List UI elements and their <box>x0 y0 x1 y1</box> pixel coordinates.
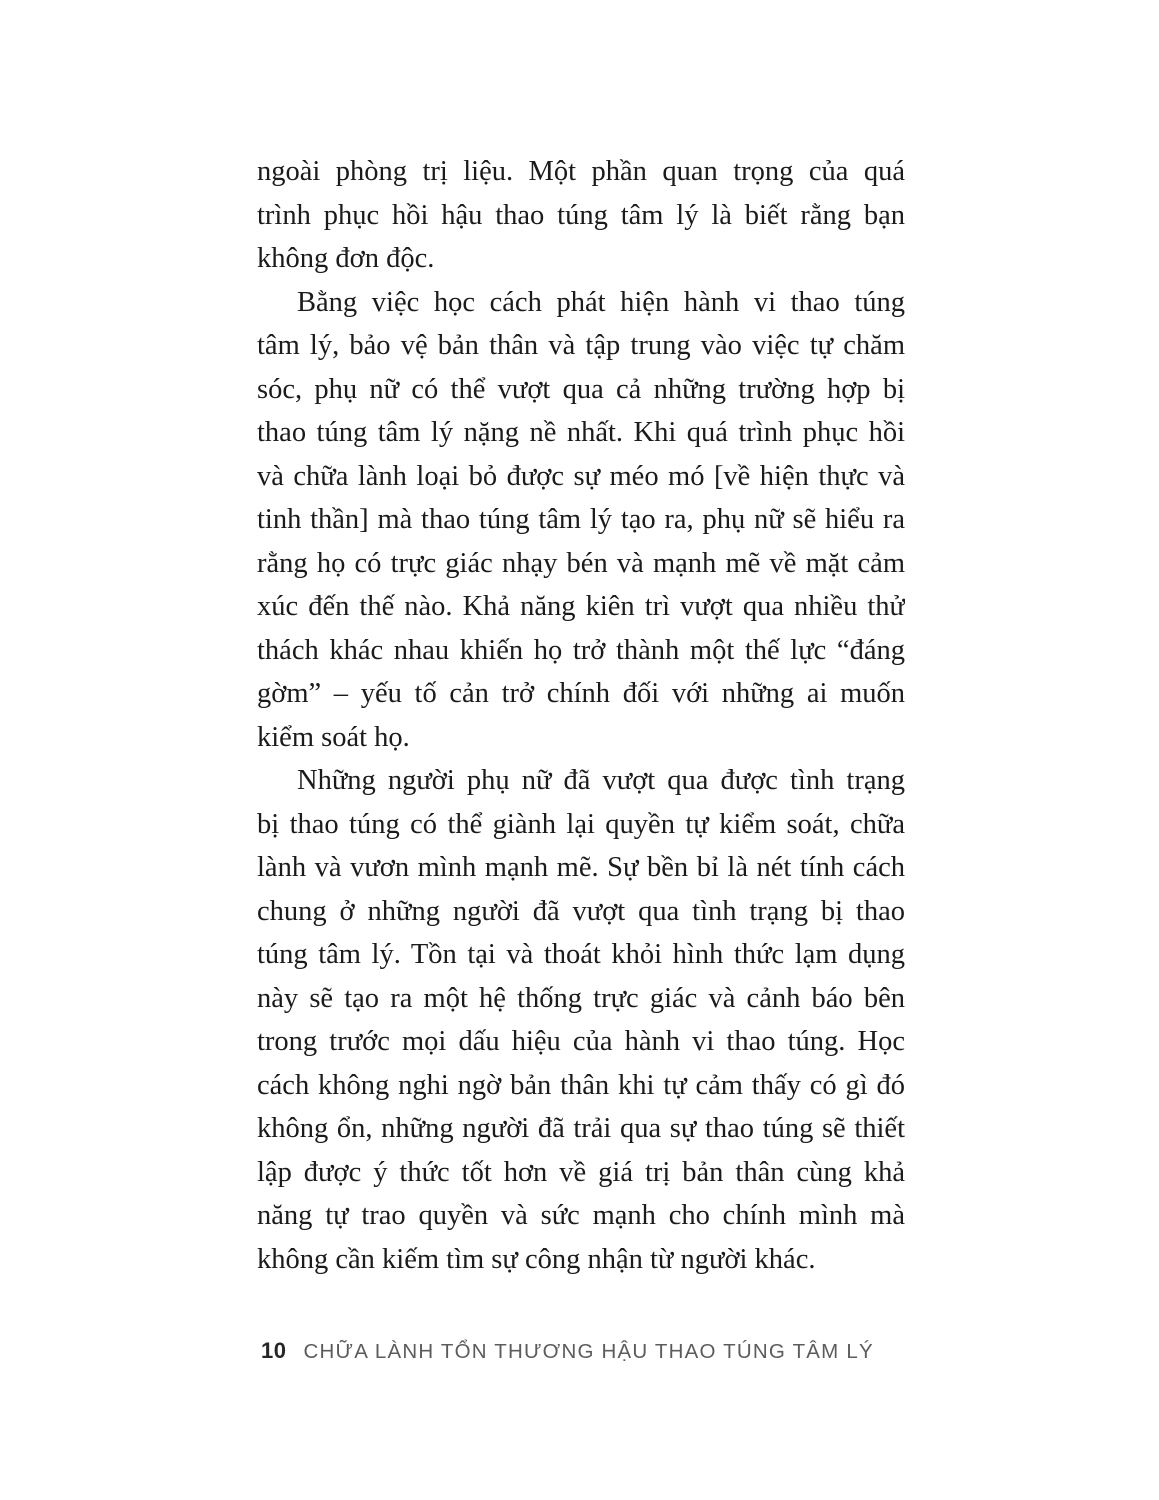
page-number: 10 <box>261 1338 287 1363</box>
body-line: thách khác nhau khiến họ trở thành một thế lực “đáng <box>257 634 905 666</box>
body-line: xúc đến thế nào. Khả năng kiên trì vượt qua nhiều thử <box>257 591 905 622</box>
body-line: trong trước mọi dấu hiệu của hành vi thao túng. Học <box>257 1026 905 1057</box>
body-line: tâm lý, bảo vệ bản thân và tập trung vào việc tự chăm <box>257 330 905 361</box>
body-line: rằng họ có trực giác nhạy bén và mạnh mẽ về mặt cảm <box>257 547 905 579</box>
body-line: gờm” – yếu tố cản trở chính đối với những ai muốn <box>257 678 905 709</box>
page-footer <box>261 1338 961 1364</box>
body-line: túng tâm lý. Tồn tại và thoát khỏi hình thức lạm dụng <box>257 939 905 970</box>
body-line: tinh thần] mà thao túng tâm lý tạo ra, phụ nữ sẽ hiểu ra <box>257 504 905 535</box>
body-line: cách không nghi ngờ bản thân khi tự cảm thấy có gì đó <box>257 1069 905 1101</box>
body-line: không ổn, những người đã trải qua sự thao túng sẽ thiết <box>257 1113 905 1144</box>
body-line: Bằng việc học cách phát hiện hành vi thao túng <box>297 286 905 318</box>
body-line: kiểm soát họ. <box>257 721 410 753</box>
paragraph <box>257 281 905 760</box>
body-line: bị thao túng có thể giành lại quyền tự kiểm soát, chữa <box>257 808 905 840</box>
body-line: trình phục hồi hậu thao túng tâm lý là biết rằng bạn <box>257 199 905 231</box>
body-line: này sẽ tạo ra một hệ thống trực giác và cảnh báo bên <box>257 982 905 1014</box>
body-line: ngoài phòng trị liệu. Một phần quan trọng của quá <box>257 156 905 187</box>
body-line: Những người phụ nữ đã vượt qua được tình trạng <box>297 765 905 796</box>
text-block <box>257 150 905 1281</box>
body-line: không đơn độc. <box>257 243 435 274</box>
body-line: và chữa lành loại bỏ được sự méo mó [về hiện thực và <box>257 460 905 492</box>
body-line: sóc, phụ nữ có thể vượt qua cả những trường hợp bị <box>257 373 905 405</box>
paragraph <box>257 759 905 1281</box>
body-line: năng tự trao quyền và sức mạnh cho chính mình mà <box>257 1200 905 1231</box>
running-title: CHỮA LÀNH TỔN THƯƠNG HẬU THAO TÚNG TÂM LÝ <box>303 1340 874 1363</box>
paragraph <box>257 150 905 281</box>
body-line: thao túng tâm lý nặng nề nhất. Khi quá trình phục hồi <box>257 417 905 448</box>
body-line: không cần kiếm tìm sự công nhận từ người khác. <box>257 1243 816 1275</box>
body-line: lập được ý thức tốt hơn về giá trị bản thân cùng khả <box>257 1156 905 1188</box>
body-line: chung ở những người đã vượt qua tình trạng bị thao <box>257 895 905 927</box>
body-line: lành và vươn mình mạnh mẽ. Sự bền bỉ là nét tính cách <box>257 852 905 883</box>
